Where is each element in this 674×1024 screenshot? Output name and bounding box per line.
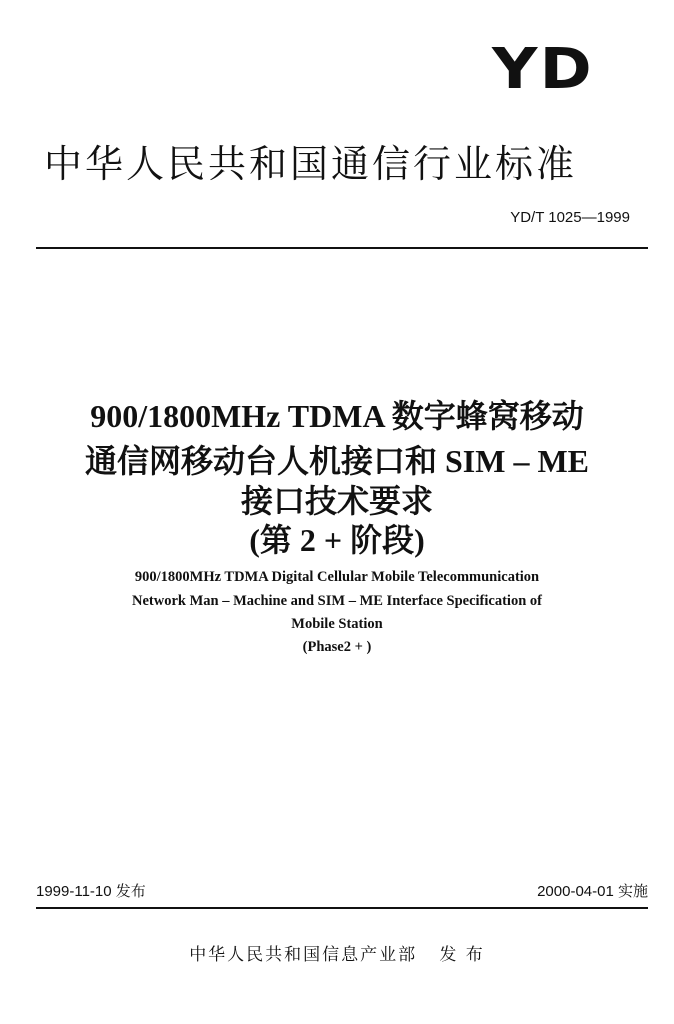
title-en-line-4: (Phase2 + ) <box>302 639 372 655</box>
standard-number: YD/T 1025—1999 <box>510 209 630 226</box>
title-cn-line-4: (第 2 + 阶段) <box>249 522 425 558</box>
title-cn-line-1: 900/1800MHz TDMA 数字蜂窝移动 <box>90 398 584 434</box>
bottom-divider <box>36 907 648 909</box>
title-en-line-3: Mobile Station <box>291 616 383 632</box>
issue-date: 1999-11-10 发布 <box>36 883 146 900</box>
publisher: 中华人民共和国信息产业部 发 布 <box>189 945 485 965</box>
title-en-line-1: 900/1800MHz TDMA Digital Cellular Mobile Telecommunication <box>134 569 540 585</box>
yd-logo: YD <box>492 37 594 102</box>
title-cn-line-3: 接口技术要求 <box>240 483 433 519</box>
organization-title: 中华人民共和国通信行业标准 <box>44 142 578 186</box>
effective-date: 2000-04-01 实施 <box>537 883 648 900</box>
title-cn-line-2: 通信网移动台人机接口和 SIM – ME <box>84 443 589 479</box>
top-divider <box>36 247 648 249</box>
title-en-line-2: Network Man – Machine and SIM – ME Interface Specification of <box>132 593 542 609</box>
